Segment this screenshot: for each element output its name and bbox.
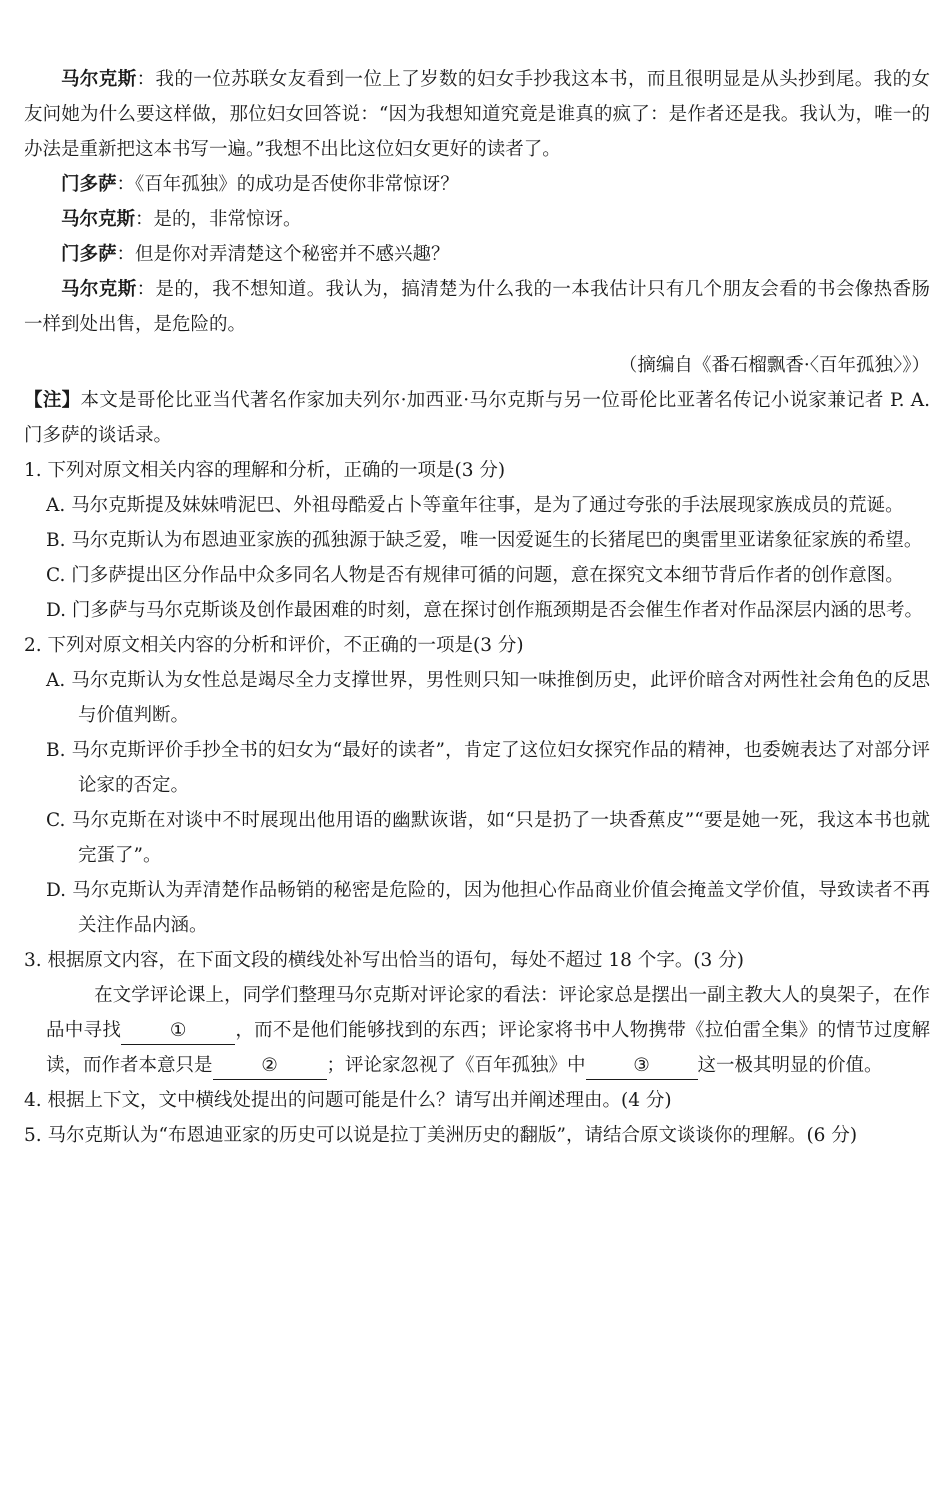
- passage-text: 在文学评论课上，同学们整理马尔克斯对评论家的看法：评论家总是摆出一副主教大人的臭架子，在作品中寻找: [46, 985, 930, 1041]
- dialogue-line-5: [24, 272, 930, 342]
- passage-text: ，而不是他们能够找到的东西；评论家将书中人物携带《拉伯雷全集》的情节过度解读，而作者本意只是: [46, 1020, 930, 1076]
- question-5-stem: 5. 马尔克斯认为“布恩迪亚家的历史可以说是拉丁美洲历史的翻版”，请结合原文谈谈你的理解。(6 分): [24, 1125, 858, 1146]
- answer-blank-1[interactable]: ①: [121, 1018, 235, 1045]
- dialogue-line-2: [24, 167, 930, 202]
- question-2-option-b: B. 马尔克斯评价手抄全书的妇女为“最好的读者”，肯定了这位妇女探究作品的精神，也委婉表达了对部分评论家的否定。: [46, 740, 930, 796]
- note-text: 本文是哥伦比亚当代著名作家加夫列尔·加西亚·马尔克斯与另一位哥伦比亚著名传记小说家兼记者 P. A. 门多萨的谈话录。: [24, 390, 930, 446]
- speaker-name: 门多萨: [61, 244, 117, 265]
- note-tag: 【注】: [24, 390, 81, 411]
- speaker-name: 马尔克斯: [61, 279, 137, 300]
- source-citation: （摘编自《番石榴飘香·〈百年孤独〉》）: [618, 355, 930, 376]
- dialogue-text: ：我的一位苏联女友看到一位上了岁数的妇女手抄我这本书，而且很明显是从头抄到尾。我的女友问她为什么要这样做，那位妇女回答说：“因为我想知道究竟是谁真的疯了：是作者还是我。我认为，唯一的办法是重新把这本书写一遍。”我想不出比这位妇女更好的读者了。: [24, 69, 930, 160]
- question-4-stem: 4. 根据上下文，文中横线处提出的问题可能是什么？请写出并阐述理由。(4 分): [24, 1090, 672, 1111]
- dialogue-text: ：但是你对弄清楚这个秘密并不感兴趣？: [116, 244, 450, 265]
- question-1-stem: 1. 下列对原文相关内容的理解和分析，正确的一项是(3 分): [24, 460, 506, 481]
- dialogue-text: ：是的，我不想知道。我认为，搞清楚为什么我的一本我估计只有几个朋友会看的书会像热香肠一样到处出售，是危险的。: [24, 279, 930, 335]
- dialogue-text: ：《百年孤独》的成功是否使你非常惊讶？: [116, 174, 459, 195]
- question-1-option-c: C. 门多萨提出区分作品中众多同名人物是否有规律可循的问题，意在探究文本细节背后作者的创作意图。: [46, 565, 904, 586]
- dialogue-line-4: [24, 237, 930, 272]
- dialogue-line-1: [24, 62, 930, 167]
- dialogue-text: ：是的，非常惊讶。: [135, 209, 302, 230]
- question-1-option-a: A. 马尔克斯提及妹妹啃泥巴、外祖母酷爱占卜等童年往事，是为了通过夸张的手法展现家族成员的荒诞。: [46, 495, 904, 516]
- speaker-name: 马尔克斯: [61, 209, 136, 230]
- speaker-name: 马尔克斯: [61, 69, 137, 90]
- question-1-option-b: B. 马尔克斯认为布恩迪亚家族的孤独源于缺乏爱，唯一因爱诞生的长猪尾巴的奥雷里亚诺象征家族的希望。: [46, 530, 923, 551]
- passage-text: ；评论家忽视了《百年孤独》中: [326, 1055, 586, 1076]
- note: [24, 383, 930, 453]
- question-3-passage: [24, 978, 930, 1083]
- dialogue-line-3: [24, 202, 930, 237]
- question-1-option-d: D. 门多萨与马尔克斯谈及创作最困难的时刻，意在探讨创作瓶颈期是否会催生作者对作品深层内涵的思考。: [46, 600, 923, 621]
- answer-blank-3[interactable]: ③: [586, 1053, 698, 1080]
- question-3-stem: 3. 根据原文内容，在下面文段的横线处补写出恰当的语句，每处不超过 18 个字。(3 分): [24, 950, 744, 971]
- question-2-option-c: C. 马尔克斯在对谈中不时展现出他用语的幽默诙谐，如“只是扔了一块香蕉皮”“要是她一死，我这本书也就完蛋了”。: [46, 810, 930, 866]
- passage-text: 这一极其明显的价值。: [697, 1055, 883, 1076]
- speaker-name: 门多萨: [61, 174, 117, 195]
- answer-blank-2[interactable]: ②: [213, 1053, 327, 1080]
- question-2-stem: 2. 下列对原文相关内容的分析和评价，不正确的一项是(3 分): [24, 635, 524, 656]
- question-2-option-a: A. 马尔克斯认为女性总是竭尽全力支撑世界，男性则只知一味推倒历史，此评价暗含对两性社会角色的反思与价值判断。: [46, 670, 930, 726]
- question-2-option-d: D. 马尔克斯认为弄清楚作品畅销的秘密是危险的，因为他担心作品商业价值会掩盖文学价值，导致读者不再关注作品内涵。: [46, 880, 930, 936]
